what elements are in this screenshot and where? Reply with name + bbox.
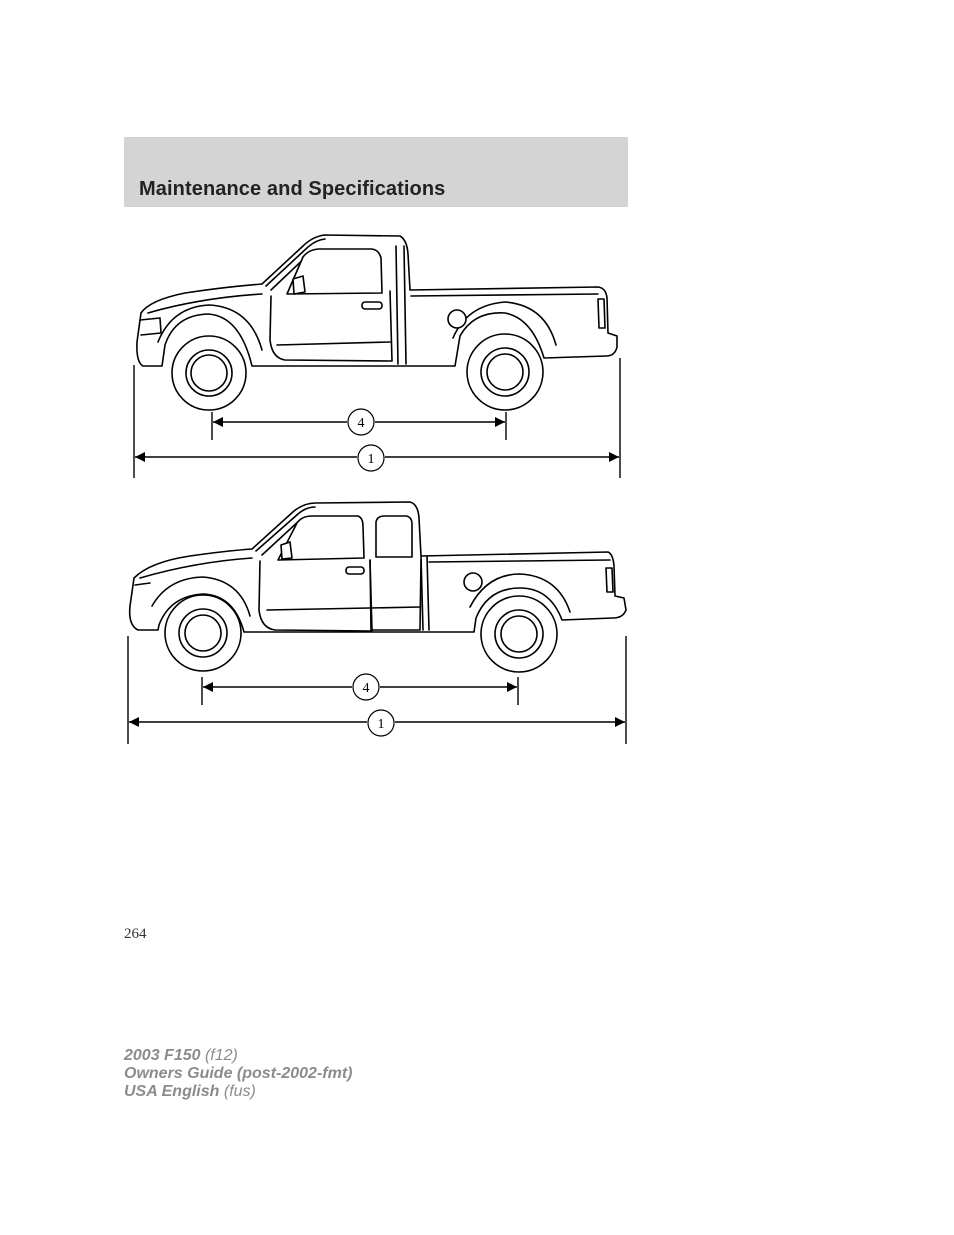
regular-cab-overall-length-callout xyxy=(358,445,384,471)
document-footer xyxy=(124,1047,352,1101)
overall-length-callout-label: 1 xyxy=(377,717,385,732)
footer-model-code: (f12) xyxy=(204,1047,238,1064)
footer-guide-name: Owners Guide (post-2002-fmt) xyxy=(124,1065,353,1082)
overall-length-callout-label: 1 xyxy=(367,452,375,467)
page-number: 264 xyxy=(124,926,147,942)
regular-cab-wheelbase-callout xyxy=(348,409,374,435)
footer-line-3 xyxy=(124,1083,352,1101)
section-title: Maintenance and Specifications xyxy=(139,178,446,200)
wheelbase-callout-label: 4 xyxy=(362,681,370,696)
footer-language: USA English xyxy=(124,1083,220,1100)
regular-cab-truck-drawing xyxy=(137,235,617,410)
supercab-truck-drawing xyxy=(130,502,626,672)
supercab-overall-length-callout xyxy=(368,710,394,736)
footer-line-2 xyxy=(124,1065,352,1083)
footer-language-code: (fus) xyxy=(223,1083,256,1100)
footer-line-1 xyxy=(124,1047,352,1065)
footer-model: 2003 F150 xyxy=(124,1047,201,1064)
supercab-wheelbase-callout xyxy=(353,674,379,700)
wheelbase-callout-label: 4 xyxy=(357,416,365,431)
